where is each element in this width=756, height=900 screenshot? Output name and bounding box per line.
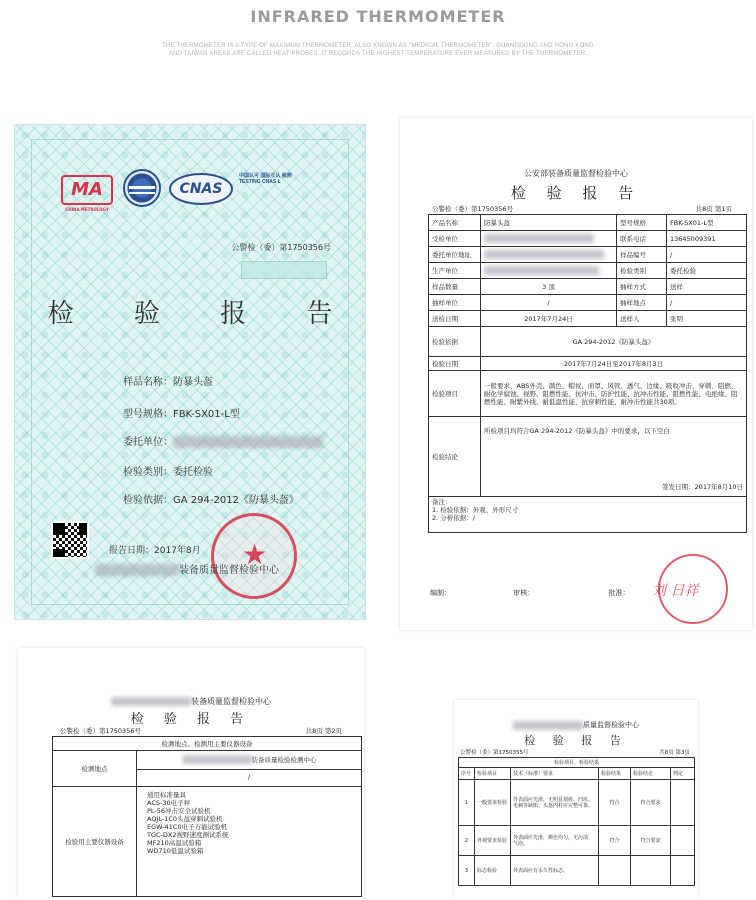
table-cell: 生产单位 bbox=[429, 263, 481, 279]
cma-logo-text: MA bbox=[71, 179, 103, 200]
section-title: 检测地点、检测用主要仪器设备 bbox=[53, 737, 362, 751]
table-cell: 符合 bbox=[599, 780, 631, 826]
table-row bbox=[429, 497, 747, 533]
compile-label: 编制： bbox=[430, 589, 451, 597]
location-cell-2: / bbox=[247, 772, 251, 781]
table-cell: 联系电话 bbox=[617, 231, 667, 247]
page-info: 共8页 第3页 bbox=[659, 750, 690, 756]
table-header-cell: 检验项目 bbox=[475, 768, 511, 780]
table-cell bbox=[481, 263, 617, 279]
table-cell: / bbox=[667, 247, 747, 263]
location-label: 检测地点 bbox=[53, 751, 137, 787]
report-page-3-meta bbox=[460, 748, 690, 756]
basis-label: 检验依据： bbox=[123, 495, 173, 506]
table-cell bbox=[481, 231, 617, 247]
table-cell: 委托单位地址 bbox=[429, 247, 481, 263]
table-row bbox=[459, 780, 695, 826]
table-header-cell: 检验结果 bbox=[599, 768, 631, 780]
table-cell: GA 294-2012《防暴头盔》 bbox=[481, 327, 747, 357]
type-label: 检验类别： bbox=[123, 467, 173, 478]
certificate-basis-field bbox=[123, 491, 299, 506]
table-cell: / bbox=[667, 295, 747, 311]
note-2: 2. 分析依据：/ bbox=[432, 514, 475, 522]
page-info: 共8页 第2页 bbox=[305, 727, 342, 735]
table-cell bbox=[429, 497, 747, 533]
redacted-text bbox=[513, 721, 583, 730]
table-cell: 检验类别 bbox=[617, 263, 667, 279]
table-row bbox=[429, 311, 747, 327]
table-cell: 送检日期 bbox=[429, 311, 481, 327]
table-row bbox=[429, 357, 747, 371]
table-cell: 防暴头盔 bbox=[481, 215, 617, 231]
table-cell: 检验依据 bbox=[429, 327, 481, 357]
table-cell: 送样人 bbox=[617, 311, 667, 327]
table-cell: 符合要求 bbox=[631, 780, 671, 826]
table-row bbox=[429, 215, 747, 231]
certificate-cover-image bbox=[14, 124, 366, 620]
note-1: 1. 检验依据：外观、外形尺寸 bbox=[432, 506, 519, 514]
page-info: 共8页 第1页 bbox=[695, 205, 732, 213]
equipment-list bbox=[137, 787, 362, 897]
table-cell: 送样 bbox=[667, 279, 747, 295]
redacted-text bbox=[182, 755, 252, 764]
redacted-text bbox=[484, 250, 604, 259]
date-value: 2017年8月 bbox=[154, 546, 201, 556]
location-value: 装备质量检验检测中心 bbox=[251, 755, 317, 764]
table-cell: 型号规格 bbox=[617, 215, 667, 231]
date-label: 报告日期： bbox=[109, 546, 155, 556]
report-page-3-header-text: 质量监督检验中心 bbox=[583, 721, 639, 729]
table-row bbox=[429, 263, 747, 279]
certificate-issuer bbox=[95, 561, 279, 576]
certificate-client-field bbox=[123, 433, 323, 448]
lab-accreditation-text: 中国认可 国际互认 检测 TESTING CNAS L bbox=[239, 173, 292, 185]
table-cell: 1 bbox=[459, 780, 475, 826]
table-row bbox=[459, 758, 695, 768]
product-label: 样品名称： bbox=[123, 377, 173, 388]
table-row bbox=[459, 768, 695, 780]
cma-logo-small-text: CHINA METROLOGY bbox=[65, 207, 109, 212]
model-label: 型号规格： bbox=[123, 409, 173, 420]
table-cell: 符合要求 bbox=[631, 826, 671, 856]
certificate-model-field bbox=[123, 405, 240, 420]
table-row bbox=[53, 751, 362, 787]
report-page-2-header bbox=[18, 696, 364, 707]
table-cell bbox=[481, 247, 617, 263]
certificate-logos bbox=[61, 169, 301, 212]
page-title: INFRARED THERMOMETER bbox=[250, 7, 506, 26]
table-cell: 外表面应光滑，无明显划痕、凹坑、毛刺等缺陷；头盔内衬应完整可靠。 bbox=[511, 780, 599, 826]
report-page-3 bbox=[454, 700, 698, 900]
report-page-2-title: 检 验 报 告 bbox=[130, 712, 252, 727]
page-header bbox=[0, 0, 756, 100]
certificate-report-number: 公警检（委）第1750356号 bbox=[231, 243, 331, 252]
list-item: ACS-30电子秤 bbox=[147, 799, 191, 807]
issuer-text: 装备质量监督检验中心 bbox=[179, 565, 279, 576]
table-cell: 委托检验 bbox=[667, 263, 747, 279]
table-cell: 3 bbox=[459, 856, 475, 886]
section-title: 检验项目、检验结果 bbox=[459, 758, 695, 768]
table-cell: 受检单位 bbox=[429, 231, 481, 247]
report-page-3-table bbox=[458, 757, 694, 886]
certificate-date bbox=[109, 543, 201, 556]
report-number: 公警检（委）第1750356号 bbox=[60, 727, 141, 735]
table-cell: 外表面应有永久性标志。 bbox=[511, 856, 599, 886]
table-cell: 2017年7月24日 bbox=[481, 311, 617, 327]
note-label: 备注： bbox=[432, 498, 452, 506]
report-number: 公警检（委）第1750355号 bbox=[460, 750, 529, 756]
report-page-2-meta bbox=[60, 726, 342, 735]
table-cell: 抽样地点 bbox=[617, 295, 667, 311]
table-cell: 2017年7月24日至2017年8月3日 bbox=[481, 357, 747, 371]
table-row bbox=[459, 856, 695, 886]
review-label: 审核： bbox=[513, 589, 535, 597]
page-subtitle: THE THERMOMETER IS A TYPE OF MAXIMUM THERMOMETER, ALSO KNOWN AS "MEDICAL THERMOMETER". GUANGDONG AND HONG KONG AND TAIWAN AREAS ARE CALLED HEAT PROBES. IT RECORDS THE HIGHEST TEMPERATURE EVER MEASURED BY THE THERMOMETER. bbox=[162, 43, 594, 57]
table-row bbox=[459, 826, 695, 856]
redacted-text bbox=[484, 234, 594, 243]
client-value-redacted bbox=[173, 436, 323, 448]
table-cell: 标志检验 bbox=[475, 856, 511, 886]
report-page-1-header: 公安部装备质量监督检验中心 bbox=[524, 169, 628, 178]
table-cell: 符合 bbox=[599, 826, 631, 856]
report-page-2 bbox=[18, 648, 364, 900]
table-cell: 13645009391 bbox=[667, 231, 747, 247]
client-label: 委托单位： bbox=[123, 437, 173, 448]
type-value: 委托检验 bbox=[173, 467, 213, 478]
redacted-text bbox=[111, 697, 191, 706]
list-item: PL-56冲击安全试验机 bbox=[147, 807, 211, 815]
table-cell: 外观要求检验 bbox=[475, 826, 511, 856]
report-page-1 bbox=[400, 118, 752, 630]
list-item: EGW-41C0电子万能试验机 bbox=[147, 823, 228, 831]
seal-star-icon: ★ bbox=[242, 539, 268, 570]
report-page-1-title: 检 验 报 告 bbox=[510, 184, 642, 202]
report-number: 公警检（委）第1750356号 bbox=[432, 205, 513, 213]
list-item: WD710低温试验箱 bbox=[147, 847, 204, 855]
certificate-title: 检 验 报 告 bbox=[47, 299, 359, 329]
table-cell: 抽样方式 bbox=[617, 279, 667, 295]
table-cell bbox=[671, 856, 695, 886]
table-cell bbox=[137, 751, 362, 787]
table-row bbox=[429, 371, 747, 417]
table-cell: 样品数量 bbox=[429, 279, 481, 295]
table-cell: 2 bbox=[459, 826, 475, 856]
red-seal-icon bbox=[211, 513, 297, 599]
table-cell: 张明 bbox=[667, 311, 747, 327]
table-cell: 一般要求、ABS外壳、颜色、帽衩、面罩、风管、透气、边缘、吸收冲击、穿刺、阻燃、耐化学腐蚀、视野、阻燃性能、抗冲击、防护性能、抗冲击性能、阻燃性能、电绝缘、阻燃性能、耐紫外线、耐低温性能、抗穿刺性能、耐冲击性能共30项。 bbox=[481, 371, 747, 417]
table-row bbox=[429, 279, 747, 295]
table-cell: 检验结论 bbox=[429, 417, 481, 497]
globe-logo-icon bbox=[123, 169, 161, 207]
red-stamp-icon bbox=[658, 554, 728, 624]
table-row bbox=[429, 231, 747, 247]
list-item: AQJL-1C0头盔穿刺试验机 bbox=[147, 815, 223, 823]
sign-date: 签发日期：2017年8月10日 bbox=[662, 483, 743, 491]
list-item: MF210高温试验箱 bbox=[147, 839, 202, 847]
certificate-type-field bbox=[123, 463, 213, 478]
table-row bbox=[53, 737, 362, 751]
table-row bbox=[429, 327, 747, 357]
table-cell bbox=[481, 417, 747, 497]
table-cell: / bbox=[481, 295, 617, 311]
table-cell: 一般要求检验 bbox=[475, 780, 511, 826]
table-row bbox=[429, 417, 747, 497]
report-page-1-meta bbox=[432, 204, 732, 213]
cma-logo-icon bbox=[61, 175, 113, 212]
table-cell bbox=[671, 780, 695, 826]
location-cell bbox=[137, 752, 361, 770]
table-cell: 外表面应光滑，颜色均匀，无污渍、气泡。 bbox=[511, 826, 599, 856]
table-header-cell: 判定 bbox=[671, 768, 695, 780]
list-item: TGC-DX2视野速度测试系统 bbox=[147, 831, 229, 839]
table-cell bbox=[631, 856, 671, 886]
approve-label: 批准： bbox=[608, 589, 630, 597]
table-cell: 检验项目 bbox=[429, 371, 481, 417]
qr-code-icon bbox=[51, 521, 89, 559]
table-cell bbox=[599, 856, 631, 886]
report-page-2-header-text: 装备质量监督检验中心 bbox=[191, 697, 271, 706]
product-value: 防暴头盔 bbox=[173, 377, 213, 388]
report-page-1-table bbox=[428, 214, 746, 533]
table-header-cell: 技术（标准）要求 bbox=[511, 768, 599, 780]
table-cell bbox=[671, 826, 695, 856]
redacted-text bbox=[484, 266, 599, 275]
table-header-cell: 检验结论 bbox=[631, 768, 671, 780]
report-page-3-title: 检 验 报 告 bbox=[524, 734, 628, 747]
table-cell: FBK-SX01-L型 bbox=[667, 215, 747, 231]
table-cell: 抽样单位 bbox=[429, 295, 481, 311]
table-cell: 检验日期 bbox=[429, 357, 481, 371]
table-row bbox=[53, 787, 362, 897]
table-header-cell: 序号 bbox=[459, 768, 475, 780]
table-row bbox=[429, 295, 747, 311]
conclusion-text: 所检项目均符合GA 294-2012《防暴头盔》中的要求，以下空白 bbox=[484, 427, 670, 435]
list-item: 通用标准量具 bbox=[147, 791, 186, 799]
cnas-logo-icon: CNAS bbox=[169, 173, 233, 205]
basis-value: GA 294-2012《防暴头盔》 bbox=[173, 495, 299, 506]
equip-label: 检验用主要仪器设备 bbox=[53, 787, 137, 897]
report-page-3-header bbox=[454, 720, 698, 730]
issuer-redacted bbox=[95, 564, 179, 576]
table-cell: 样品编号 bbox=[617, 247, 667, 263]
certificate-product-field bbox=[123, 373, 213, 388]
table-cell: 3 顶 bbox=[481, 279, 617, 295]
certificate-stamp-box bbox=[241, 261, 327, 279]
model-value: FBK-SX01-L型 bbox=[173, 409, 240, 420]
table-row bbox=[429, 247, 747, 263]
report-page-2-table bbox=[52, 736, 362, 897]
table-cell: 产品名称 bbox=[429, 215, 481, 231]
signature-name: 刘 日祥 bbox=[652, 583, 699, 599]
